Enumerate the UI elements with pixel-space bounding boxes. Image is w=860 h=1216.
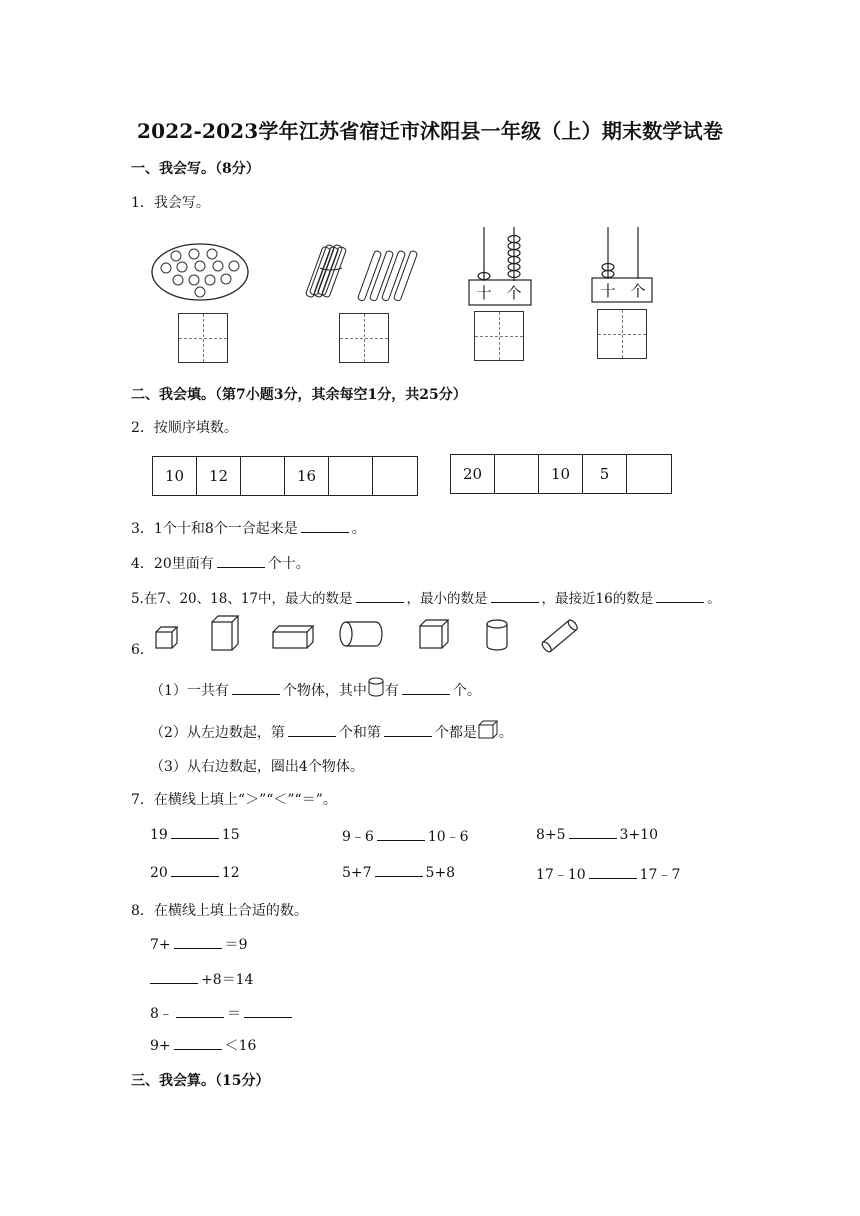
page-title: 2022-2023学年江苏省宿迁市沭阳县一年级（上）期末数学试卷 bbox=[136, 119, 724, 143]
seq1-cell[interactable] bbox=[241, 457, 285, 495]
question-6-part-3: （3）从右边数起，圈出4个物体。 bbox=[150, 759, 364, 775]
cube-shape bbox=[420, 620, 448, 648]
seq2-cell[interactable] bbox=[495, 455, 539, 493]
writing-box-3[interactable] bbox=[474, 311, 524, 361]
q8-line-2 bbox=[150, 969, 253, 989]
q8-l3-blank-1[interactable] bbox=[176, 1005, 224, 1018]
q7-compare-blank[interactable] bbox=[171, 826, 219, 839]
question-6-part-2 bbox=[150, 719, 513, 742]
cube-icon bbox=[477, 719, 499, 739]
q8-line-3 bbox=[150, 1003, 295, 1023]
q8-l3-text-b: ＝ bbox=[226, 1006, 241, 1022]
q5-min-blank[interactable] bbox=[491, 590, 539, 603]
section-3-heading: 三、我会算。（15分） bbox=[131, 1073, 270, 1089]
q7-left-value: 5+7 bbox=[342, 865, 372, 881]
sequence-row-2 bbox=[450, 454, 672, 494]
seq2-cell: 20 bbox=[451, 455, 495, 493]
question-6-number: 6． bbox=[131, 642, 154, 658]
q8-l4-text-a: 9+ bbox=[150, 1038, 171, 1054]
q8-l1-blank[interactable] bbox=[174, 936, 222, 949]
q7-right-value: 3+10 bbox=[619, 827, 658, 843]
q7-compare-blank[interactable] bbox=[171, 864, 219, 877]
q8-l2-blank[interactable] bbox=[150, 971, 198, 984]
abacus2-ones-label: 个 bbox=[630, 282, 646, 300]
q6p1-text-a: （1）一共有 bbox=[150, 683, 229, 699]
q8-l1-text-b: ＝9 bbox=[224, 937, 248, 953]
q8-line-1 bbox=[150, 934, 248, 954]
q6p1-total-blank[interactable] bbox=[232, 682, 280, 695]
q4-answer-blank[interactable] bbox=[217, 555, 265, 568]
question-5 bbox=[131, 587, 721, 607]
q7-left-value: 8+5 bbox=[536, 827, 566, 843]
question-7-text: 7．在横线上填上“＞”“＜”“＝”。 bbox=[131, 792, 337, 808]
q7-item bbox=[150, 864, 240, 881]
q8-l3-blank-2[interactable] bbox=[244, 1005, 292, 1018]
apple-group-illustration bbox=[150, 242, 250, 302]
q7-right-value: 15 bbox=[221, 827, 240, 843]
sequence-row-1 bbox=[152, 456, 418, 496]
q6p2-text-a: （2）从左边数起，第 bbox=[150, 725, 285, 741]
slanted-cylinder-shape bbox=[541, 618, 579, 653]
q3-answer-blank[interactable] bbox=[301, 520, 349, 533]
q5-text-a: 5.在7、20、18、17中，最大的数是 bbox=[131, 591, 353, 607]
q7-left-value: 20 bbox=[150, 865, 168, 881]
q8-l2-text-b: +8＝14 bbox=[201, 972, 254, 988]
seq2-cell[interactable] bbox=[627, 455, 671, 493]
q6p2-first-blank[interactable] bbox=[288, 724, 336, 737]
q5-max-blank[interactable] bbox=[356, 590, 404, 603]
q8-l3-text-a: 8﹣ bbox=[150, 1006, 173, 1022]
q7-compare-blank[interactable] bbox=[589, 866, 637, 879]
q3-text: 3．1个十和8个一合起来是 bbox=[131, 521, 298, 537]
seq2-cell: 5 bbox=[583, 455, 627, 493]
q7-compare-blank[interactable] bbox=[377, 828, 425, 841]
q5-text-c: ，最接近16的数是 bbox=[541, 591, 654, 607]
q8-l4-blank[interactable] bbox=[174, 1037, 222, 1050]
writing-box-2[interactable] bbox=[339, 313, 389, 363]
q7-left-value: 17﹣10 bbox=[536, 867, 586, 883]
q7-left-value: 9﹣6 bbox=[342, 829, 374, 845]
question-8-text: 8．在横线上填上合适的数。 bbox=[131, 903, 308, 919]
writing-box-4[interactable] bbox=[597, 309, 647, 359]
q7-compare-blank[interactable] bbox=[569, 826, 617, 839]
q6p1-text-c: 有 bbox=[384, 683, 399, 699]
q7-right-value: 5+8 bbox=[425, 865, 456, 881]
q3-end: 。 bbox=[351, 521, 366, 537]
question-2-text: 2．按顺序填数。 bbox=[131, 420, 238, 436]
q6p1-text-d: 个。 bbox=[452, 683, 481, 699]
q8-l1-text-a: 7+ bbox=[150, 937, 171, 953]
seq2-cell: 10 bbox=[539, 455, 583, 493]
abacus-illustration-2 bbox=[590, 225, 654, 305]
q7-item bbox=[536, 826, 658, 843]
standing-cylinder-shape bbox=[487, 620, 507, 650]
seq1-cell: 12 bbox=[197, 457, 241, 495]
q7-compare-blank[interactable] bbox=[375, 864, 423, 877]
q7-right-value: 17﹣7 bbox=[639, 867, 681, 883]
section-1-heading: 一、我会写。（8分） bbox=[131, 161, 260, 177]
abacus2-tens-label: 十 bbox=[600, 282, 616, 300]
abacus-ones-label: 个 bbox=[506, 284, 522, 302]
q5-text-d: 。 bbox=[707, 591, 721, 607]
stick-bundle-illustration bbox=[300, 240, 420, 305]
q5-closest-blank[interactable] bbox=[656, 590, 704, 603]
q6p2-text-d: 。 bbox=[498, 725, 513, 741]
cylinder-icon bbox=[367, 677, 385, 697]
q7-item bbox=[342, 826, 469, 846]
section-2-heading: 二、我会填。（第7小题3分，其余每空1分，共25分） bbox=[131, 387, 467, 403]
q6p2-text-c: 个都是 bbox=[434, 725, 477, 741]
tall-cuboid-shape bbox=[212, 616, 238, 650]
abacus-illustration-1 bbox=[468, 225, 532, 307]
seq1-cell: 10 bbox=[153, 457, 197, 495]
q4-text: 4．20里面有 bbox=[131, 556, 214, 572]
q7-right-value: 12 bbox=[221, 865, 240, 881]
writing-box-1[interactable] bbox=[178, 313, 228, 363]
q6p1-cylinder-blank[interactable] bbox=[402, 682, 450, 695]
seq1-cell[interactable] bbox=[329, 457, 373, 495]
solid-shapes-row bbox=[150, 612, 590, 656]
q7-right-value: 10﹣6 bbox=[427, 829, 469, 845]
abacus-tens-label: 十 bbox=[476, 284, 492, 302]
flat-cuboid-shape bbox=[273, 626, 313, 648]
q8-line-4 bbox=[150, 1035, 256, 1055]
seq1-cell: 16 bbox=[285, 457, 329, 495]
q7-item bbox=[536, 864, 680, 884]
question-4 bbox=[131, 553, 310, 573]
question-1-text: 1．我会写。 bbox=[131, 195, 210, 211]
q5-text-b: ，最小的数是 bbox=[406, 591, 488, 607]
q6p2-second-blank[interactable] bbox=[384, 724, 432, 737]
seq1-cell[interactable] bbox=[373, 457, 417, 495]
q8-l4-text-b: ＜16 bbox=[224, 1038, 257, 1054]
question-3 bbox=[131, 518, 366, 538]
lying-cylinder-shape bbox=[340, 622, 382, 646]
q6p1-text-b: 个物体，其中 bbox=[282, 683, 367, 699]
q4-end: 个十。 bbox=[267, 556, 310, 572]
q7-item bbox=[342, 864, 455, 881]
q7-item bbox=[150, 826, 240, 843]
small-cube-shape bbox=[156, 627, 177, 648]
question-6-part-1 bbox=[150, 677, 481, 700]
q6p2-text-b: 个和第 bbox=[338, 725, 381, 741]
q7-left-value: 19 bbox=[150, 827, 168, 843]
